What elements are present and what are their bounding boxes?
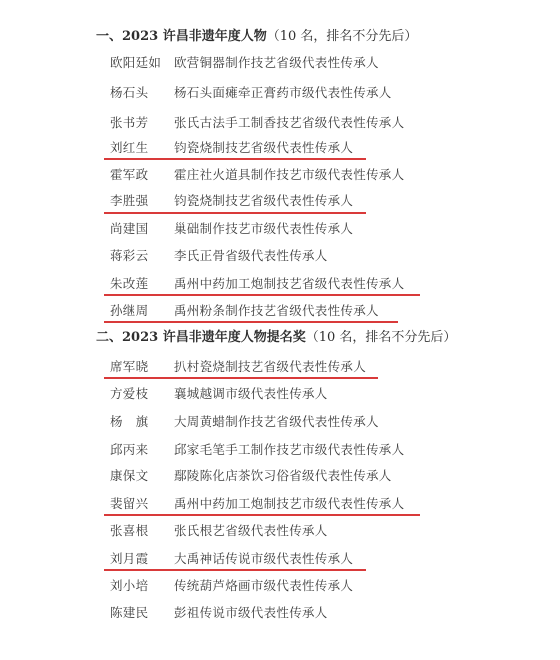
person-name: 刘红生 [110, 140, 149, 155]
person-title: 禹州中药加工炮制技艺市级代表性传承人 [174, 496, 405, 511]
list-item [110, 303, 379, 319]
list-item [110, 523, 328, 539]
person-title: 张氏根艺省级代表性传承人 [174, 523, 328, 538]
person-title: 欧营铜器制作技艺省级代表性传承人 [174, 55, 379, 70]
section2-heading-note: （10 名，排名不分先后） [305, 330, 457, 345]
person-title: 钧瓷烧制技艺省级代表性传承人 [174, 140, 354, 155]
list-item [110, 55, 379, 71]
person-title: 扒村瓷烧制技艺省级代表性传承人 [174, 359, 367, 374]
person-name: 康保文 [110, 468, 149, 483]
section1-heading-text: 一、2023 许昌非遗年度人物 [96, 29, 267, 44]
person-name: 刘小培 [110, 578, 149, 593]
person-name: 霍军政 [110, 167, 149, 182]
highlight-underline [104, 212, 366, 214]
person-title: 襄城越调市级代表性传承人 [174, 386, 328, 401]
highlight-underline [104, 377, 378, 379]
person-name: 张喜根 [110, 523, 149, 538]
list-item [110, 276, 404, 292]
section2-heading-text: 二、2023 许昌非遗年度人物提名奖 [96, 330, 306, 345]
person-title: 大禹神话传说市级代表性传承人 [174, 551, 354, 566]
person-name: 杨石头 [110, 85, 149, 100]
list-item [110, 496, 404, 512]
highlight-underline [104, 321, 398, 323]
person-name: 方爱枝 [110, 386, 149, 401]
list-item [110, 193, 353, 209]
person-title: 禹州粉条制作技艺省级代表性传承人 [174, 303, 379, 318]
person-name: 席军晓 [110, 359, 149, 374]
person-name: 欧阳廷如 [110, 55, 162, 70]
person-title: 传统葫芦烙画市级代表性传承人 [174, 578, 354, 593]
person-name: 杨 旗 [110, 414, 149, 429]
highlight-underline [104, 514, 420, 516]
person-title: 张氏古法手工制香技艺省级代表性传承人 [174, 115, 405, 130]
person-title: 李氏正骨省级代表性传承人 [174, 248, 328, 263]
highlight-underline [104, 294, 420, 296]
person-title: 杨石头面瘫牵正膏药市级代表性传承人 [174, 85, 392, 100]
highlight-underline [104, 158, 366, 160]
person-name: 邱丙来 [110, 442, 149, 457]
list-item [110, 248, 328, 264]
highlight-underline [104, 569, 366, 571]
list-item [110, 578, 353, 594]
section2-heading [96, 330, 456, 346]
person-title: 彭祖传说市级代表性传承人 [174, 605, 328, 620]
person-title: 邱家毛笔手工制作技艺市级代表性传承人 [174, 442, 405, 457]
section1-heading [96, 29, 417, 45]
person-title: 巢础制作技艺市级代表性传承人 [174, 221, 354, 236]
list-item [110, 85, 392, 101]
list-item [110, 605, 328, 621]
person-title: 大周黄蜡制作技艺省级代表性传承人 [174, 414, 379, 429]
list-item [110, 359, 366, 375]
list-item [110, 468, 392, 484]
person-name: 尚建国 [110, 221, 149, 236]
person-name: 张书芳 [110, 115, 149, 130]
list-item [110, 167, 404, 183]
person-name: 李胜强 [110, 193, 149, 208]
list-item [110, 140, 353, 156]
section1-heading-note: （10 名，排名不分先后） [266, 29, 418, 44]
list-item [110, 442, 404, 458]
person-name: 蒋彩云 [110, 248, 149, 263]
person-title: 禹州中药加工炮制技艺省级代表性传承人 [174, 276, 405, 291]
list-item [110, 115, 404, 131]
person-name: 朱改莲 [110, 276, 149, 291]
list-item [110, 414, 379, 430]
person-title: 钧瓷烧制技艺省级代表性传承人 [174, 193, 354, 208]
person-title: 霍庄社火道具制作技艺市级代表性传承人 [174, 167, 405, 182]
person-name: 孙继周 [110, 303, 149, 318]
person-title: 鄢陵陈化店茶饮习俗省级代表性传承人 [174, 468, 392, 483]
list-item [110, 221, 353, 237]
list-item [110, 551, 353, 567]
list-item [110, 386, 328, 402]
person-name: 刘月霞 [110, 551, 149, 566]
person-name: 陈建民 [110, 605, 149, 620]
person-name: 裴留兴 [110, 496, 149, 511]
